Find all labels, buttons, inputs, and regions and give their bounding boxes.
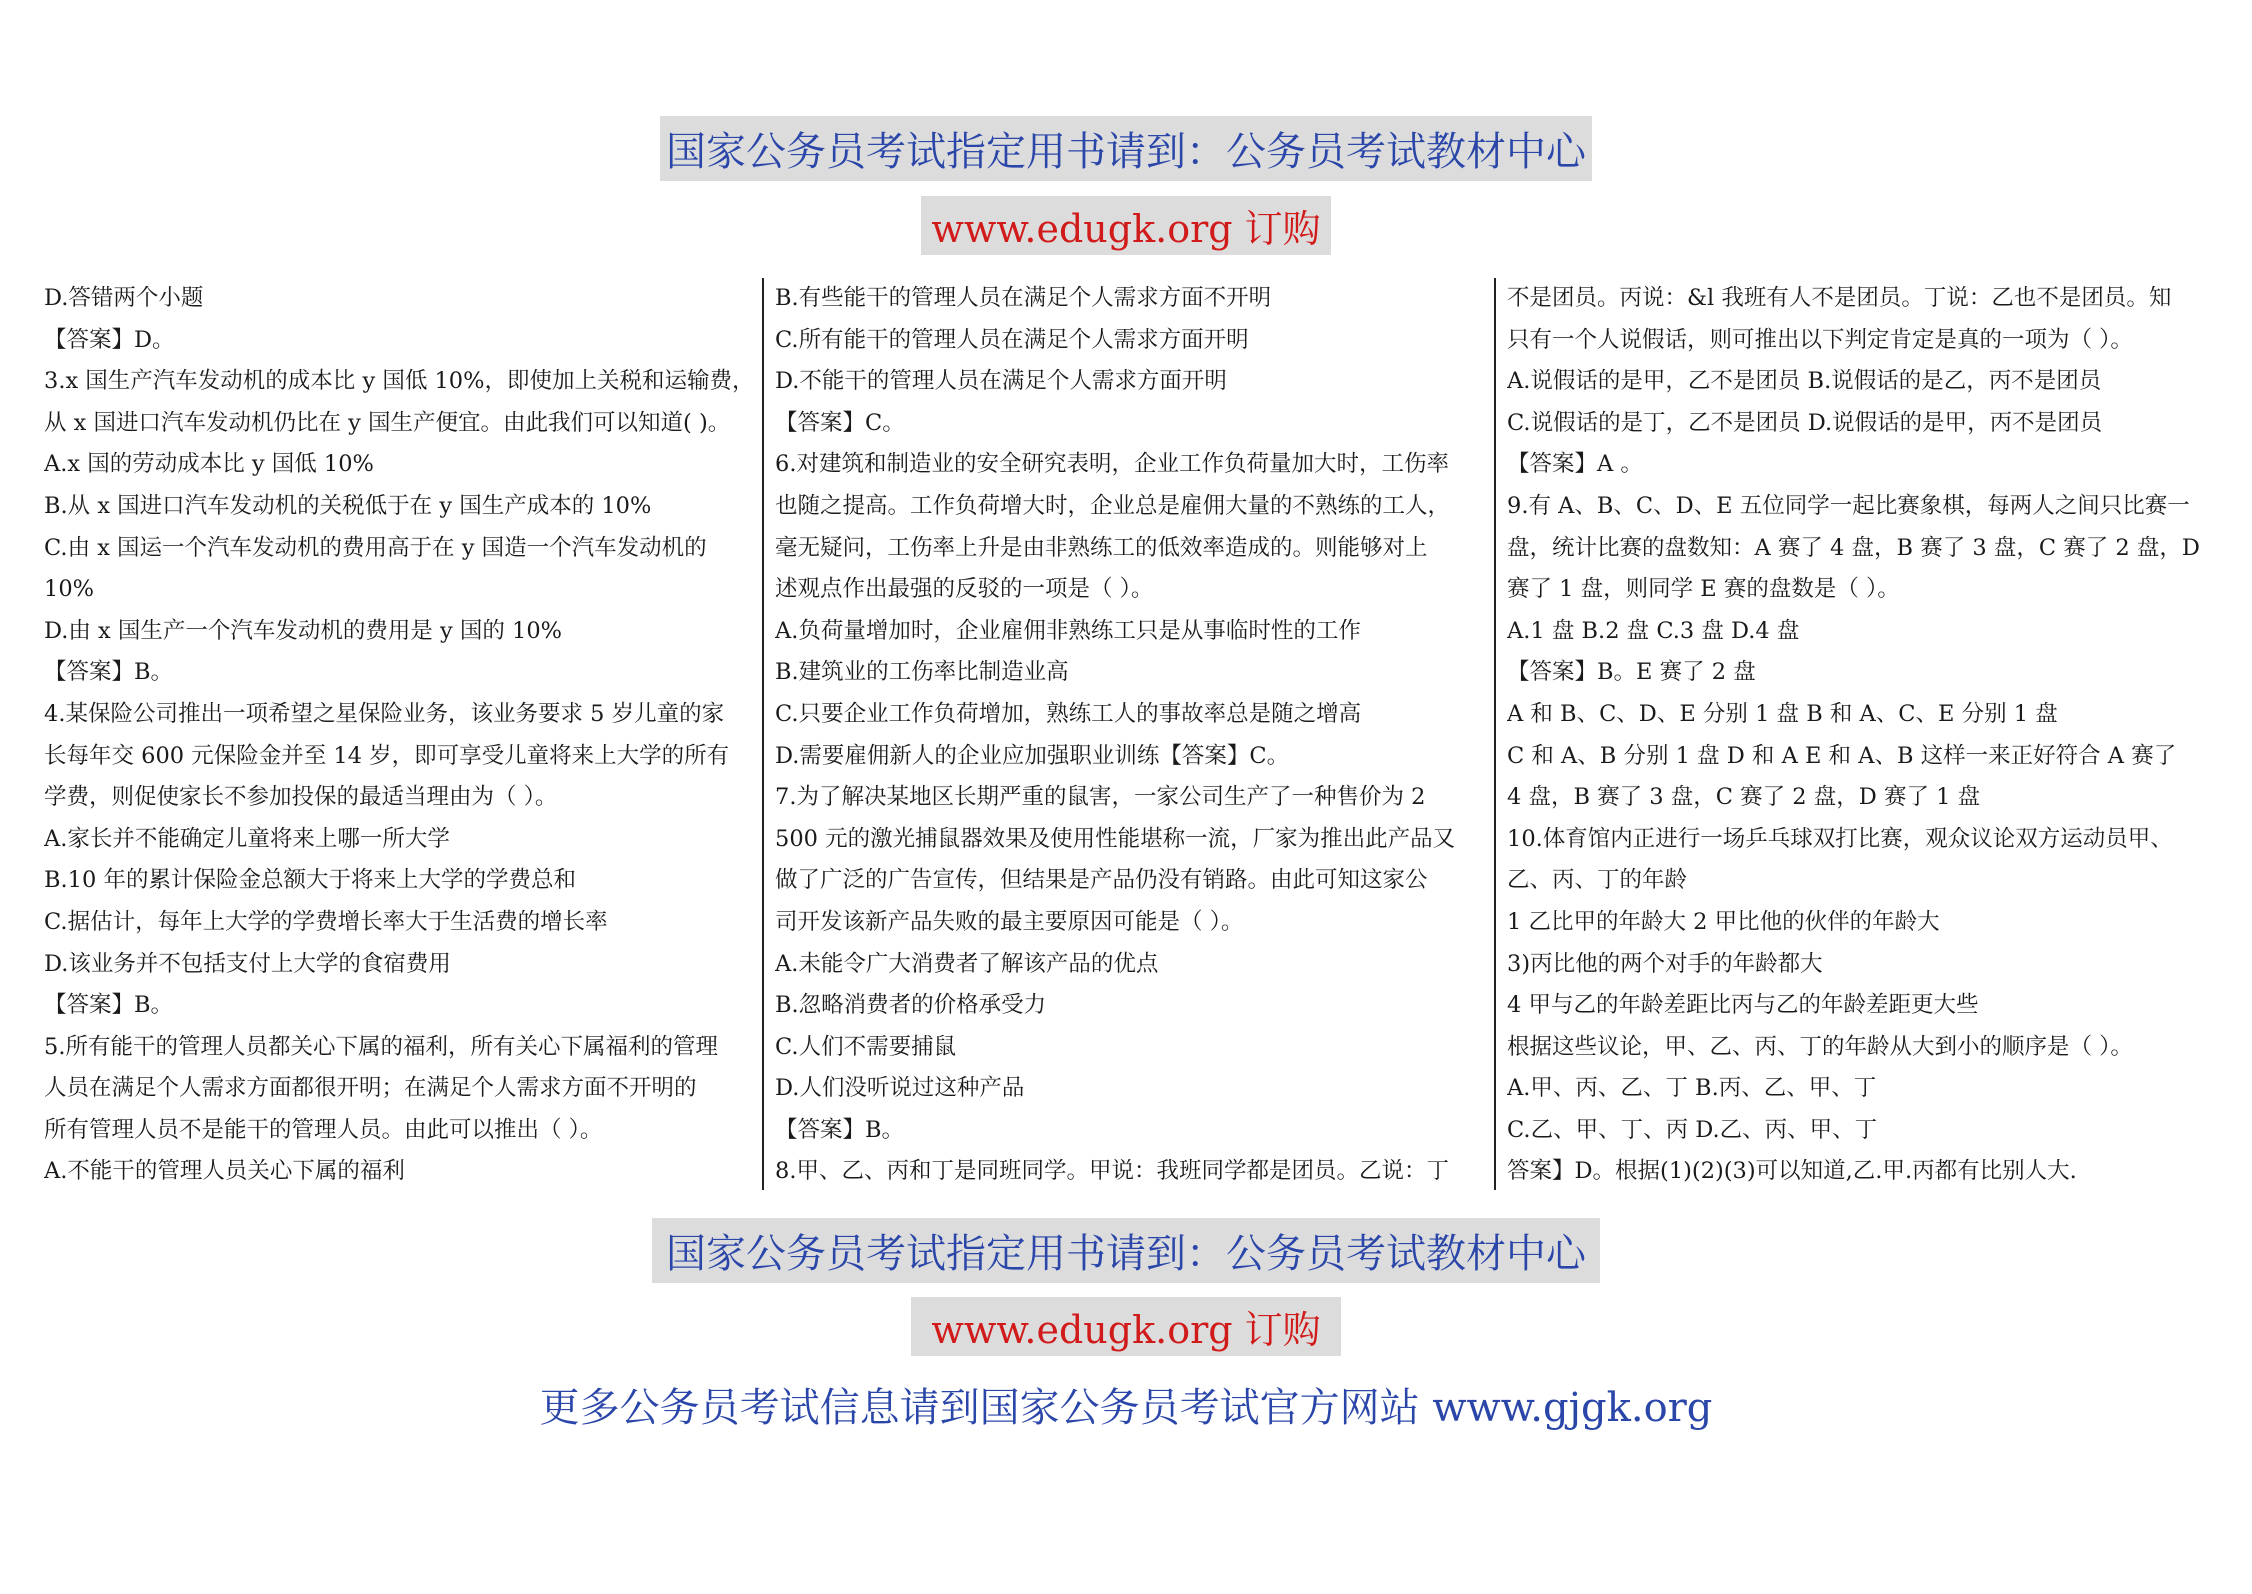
text-line: C 和 A、B 分别 1 盘 D 和 A E 和 A、B 这样一来正好符合 A 赛了	[1507, 742, 2177, 769]
text-line: 1 乙比甲的年龄大 2 甲比他的伙伴的年龄大	[1507, 908, 1940, 935]
text-line: 【答案】B。	[44, 659, 174, 686]
text-line: B.10 年的累计保险金总额大于将来上大学的学费总和	[44, 867, 576, 894]
footer-title-text: 国家公务员考试指定用书请到：公务员考试教材中心	[652, 1218, 1600, 1283]
text-line: C.所有能干的管理人员在满足个人需求方面开明	[775, 326, 1249, 353]
text-line: 【答案】D。	[44, 326, 175, 353]
footer-url-link[interactable]: www.edugk.org 订购	[911, 1297, 1340, 1356]
text-line: 人员在满足个人需求方面都很开明；在满足个人需求方面不开明的	[44, 1075, 697, 1102]
text-line: 司开发该新产品失败的最主要原因可能是（ ）。	[775, 908, 1244, 935]
text-line: A.1 盘 B.2 盘 C.3 盘 D.4 盘	[1507, 617, 1800, 644]
text-line: 毫无疑问，工伤率上升是由非熟练工的低效率造成的。则能够对上	[775, 534, 1428, 561]
text-line: C.只要企业工作负荷增加，熟练工人的事故率总是随之增高	[775, 700, 1362, 727]
text-line: B.有些能干的管理人员在满足个人需求方面不开明	[775, 285, 1272, 311]
text-line: 5.所有能干的管理人员都关心下属的福利，所有关心下属福利的管理	[44, 1033, 718, 1060]
text-line: A.甲、丙、乙、丁 B.丙、乙、甲、丁	[1507, 1075, 1877, 1102]
text-line: 7.为了解决某地区长期严重的鼠害，一家公司生产了一种售价为 2	[775, 784, 1426, 811]
text-line: 长每年交 600 元保险金并至 14 岁，即可享受儿童将来上大学的所有	[44, 742, 730, 769]
text-line: 不是团员。丙说：&l 我班有人不是团员。丁说：乙也不是团员。知	[1507, 285, 2172, 311]
text-line: 赛了 1 盘，则同学 E 赛的盘数是（ ）。	[1507, 576, 1900, 603]
text-line: A.不能干的管理人员关心下属的福利	[44, 1158, 405, 1185]
footer-more-info	[0, 1376, 2252, 1433]
text-line: B.建筑业的工伤率比制造业高	[775, 659, 1069, 686]
text-column-3	[1507, 278, 2213, 1192]
text-line: D.需要雇佣新人的企业应加强职业训练【答案】C。	[775, 742, 1290, 769]
column-divider	[1494, 278, 1496, 1190]
text-line: A.负荷量增加时，企业雇佣非熟练工只是从事临时性的工作	[775, 617, 1361, 644]
text-line: 所有管理人员不是能干的管理人员。由此可以推出（ ）。	[44, 1116, 603, 1143]
text-column-2	[775, 278, 1489, 1192]
header-title-text: 国家公务员考试指定用书请到：公务员考试教材中心	[660, 116, 1592, 181]
text-line: 3.x 国生产汽车发动机的成本比 y 国低 10%，即使加上关税和运输费，	[44, 368, 755, 395]
text-line: 3)丙比他的两个对手的年龄都大	[1507, 950, 1823, 977]
text-line: 从 x 国进口汽车发动机仍比在 y 国生产便宜。由此我们可以知道( )。	[44, 409, 731, 436]
text-line: C.说假话的是丁，乙不是团员 D.说假话的是甲，丙不是团员	[1507, 409, 2103, 436]
text-line: 学费，则促使家长不参加投保的最适当理由为（ ）。	[44, 784, 558, 811]
text-line: D.该业务并不包括支付上大学的食宿费用	[44, 950, 451, 977]
text-line: A.家长并不能确定儿童将来上哪一所大学	[44, 825, 450, 852]
text-line: 4 甲与乙的年龄差距比丙与乙的年龄差距更大些	[1507, 992, 1979, 1019]
header-banner-title	[0, 116, 2252, 181]
text-line: A.未能令广大消费者了解该产品的优点	[775, 950, 1159, 977]
text-line: 4 盘，B 赛了 3 盘，C 赛了 2 盘，D 赛了 1 盘	[1507, 784, 1981, 811]
text-line: 8.甲、乙、丙和丁是同班同学。甲说：我班同学都是团员。乙说：丁	[775, 1158, 1449, 1185]
text-line: 4.某保险公司推出一项希望之星保险业务，该业务要求 5 岁儿童的家	[44, 700, 725, 727]
text-line: D.由 x 国生产一个汽车发动机的费用是 y 国的 10%	[44, 617, 563, 644]
text-line: A.说假话的是甲，乙不是团员 B.说假话的是乙，丙不是团员	[1507, 368, 2102, 395]
text-line: D.不能干的管理人员在满足个人需求方面开明	[775, 368, 1227, 395]
text-line: B.忽略消费者的价格承受力	[775, 992, 1047, 1019]
text-line: C.人们不需要捕鼠	[775, 1033, 957, 1060]
text-line: 6.对建筑和制造业的安全研究表明，企业工作负荷量加大时，工伤率	[775, 451, 1449, 478]
text-line: C.乙、甲、丁、丙 D.乙、丙、甲、丁	[1507, 1116, 1878, 1143]
text-line: 【答案】A 。	[1507, 451, 1643, 478]
footer-banner-url	[0, 1297, 2252, 1356]
text-line: C.据估计，每年上大学的学费增长率大于生活费的增长率	[44, 908, 608, 935]
text-line: 9.有 A、B、C、D、E 五位同学一起比赛象棋，每两人之间只比赛一	[1507, 492, 2190, 519]
header-banner-url	[0, 196, 2252, 255]
text-line: A 和 B、C、D、E 分别 1 盘 B 和 A、C、E 分别 1 盘	[1507, 700, 2058, 727]
text-line: A.x 国的劳动成本比 y 国低 10%	[44, 451, 374, 478]
text-line: 【答案】B。	[775, 1116, 905, 1143]
text-line: 答案】D。根据(1)(2)(3)可以知道,乙.甲.丙都有比别人大.	[1507, 1158, 2077, 1185]
text-line: 500 元的激光捕鼠器效果及使用性能堪称一流，厂家为推出此产品又	[775, 825, 1456, 852]
text-line: 盘，统计比赛的盘数知：A 赛了 4 盘，B 赛了 3 盘，C 赛了 2 盘，D	[1507, 534, 2200, 561]
text-line: 【答案】B。	[44, 992, 174, 1019]
text-line: 【答案】B。E 赛了 2 盘	[1507, 659, 1756, 686]
text-line: 只有一个人说假话，则可推出以下判定肯定是真的一项为（ ）。	[1507, 326, 2133, 353]
text-line: 根据这些议论，甲、乙、丙、丁的年龄从大到小的顺序是（ ）。	[1507, 1033, 2133, 1060]
text-line: 也随之提高。工作负荷增大时，企业总是雇佣大量的不熟练的工人，	[775, 492, 1451, 519]
text-column-1	[44, 278, 758, 1192]
footer-banner-title	[0, 1218, 2252, 1283]
text-line: 【答案】C。	[775, 409, 905, 436]
text-line: B.从 x 国进口汽车发动机的关税低于在 y 国生产成本的 10%	[44, 492, 652, 519]
text-line: 10.体育馆内正进行一场乒乓球双打比赛，观众议论双方运动员甲、	[1507, 825, 2173, 852]
column-divider	[762, 278, 764, 1190]
text-line: C.由 x 国运一个汽车发动机的费用高于在 y 国造一个汽车发动机的	[44, 534, 707, 561]
text-line: D.答错两个小题	[44, 285, 204, 311]
text-line: 做了广泛的广告宣传，但结果是产品仍没有销路。由此可知这家公	[775, 867, 1428, 894]
footer-more-info-text[interactable]: 更多公务员考试信息请到国家公务员考试官方网站 www.gjgk.org	[539, 1385, 1713, 1431]
text-line: 述观点作出最强的反驳的一项是（ ）。	[775, 576, 1154, 603]
header-url-link[interactable]: www.edugk.org 订购	[921, 196, 1330, 255]
text-line: 乙、丙、丁的年龄	[1507, 867, 1688, 894]
text-line: 10%	[44, 576, 95, 603]
text-line: D.人们没听说过这种产品	[775, 1075, 1025, 1102]
